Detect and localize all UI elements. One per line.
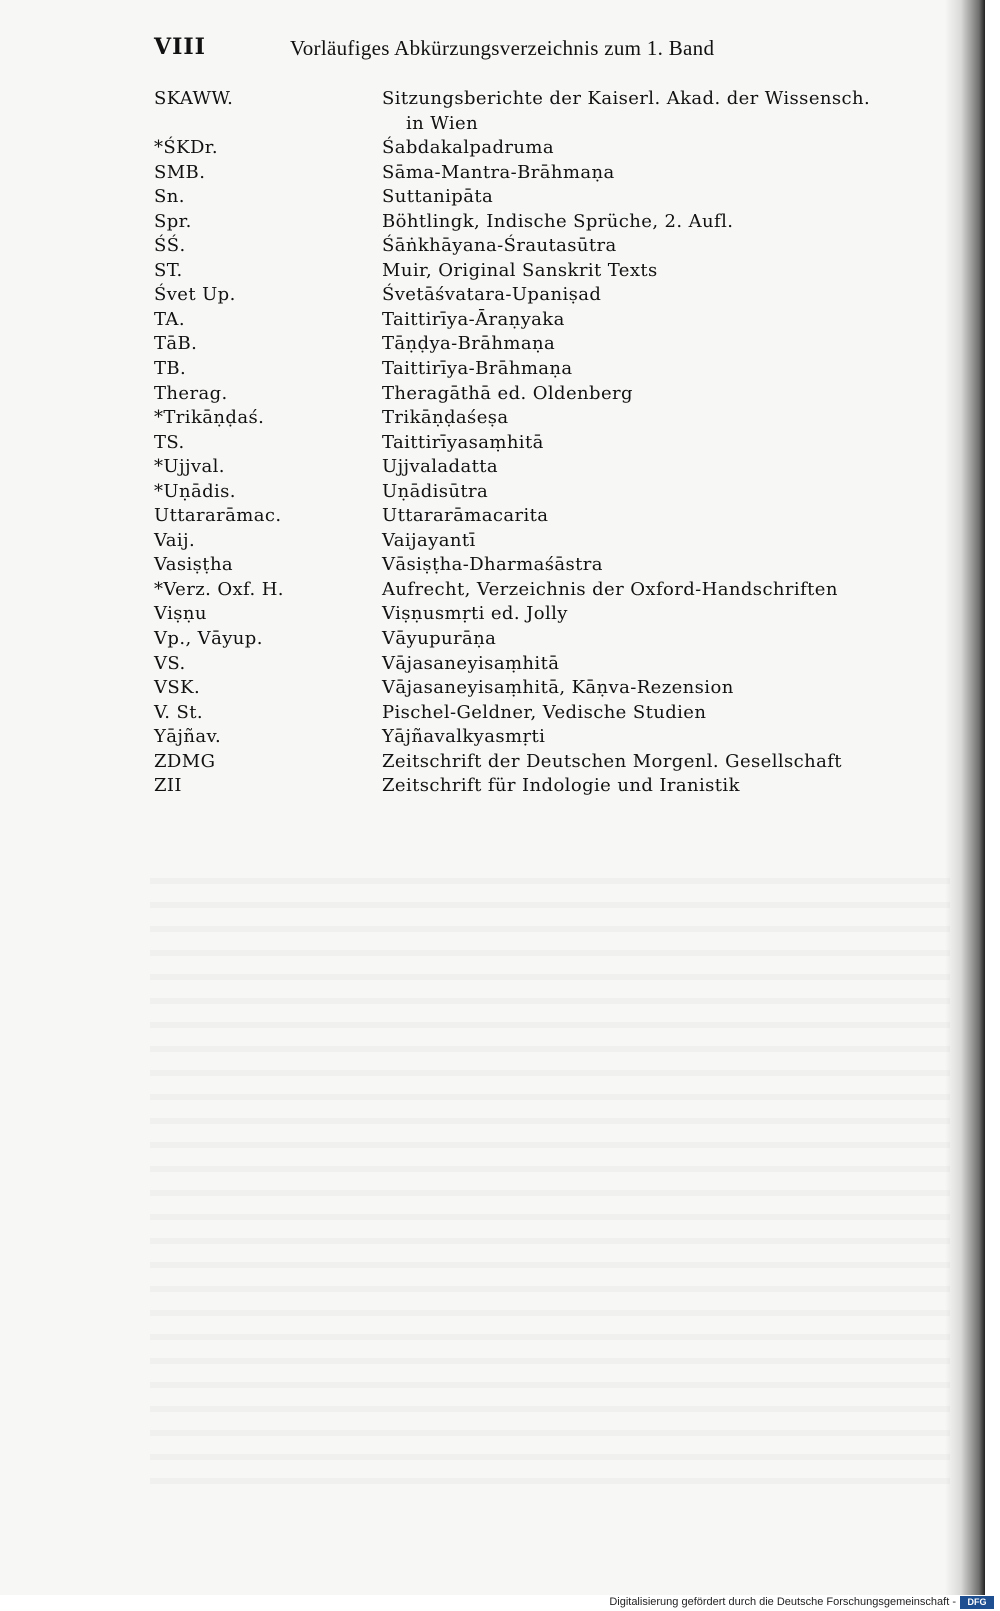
abbreviation-entry [154, 185, 924, 210]
abbreviation: VS. [154, 652, 186, 674]
abbreviation-entry [154, 406, 924, 431]
expansion: Vaijayantī [382, 529, 476, 551]
abbreviation: TS. [154, 431, 185, 453]
abbreviation-entry [154, 774, 924, 799]
abbreviation: SKAWW. [154, 88, 234, 109]
abbreviation: ŚŚ. [154, 235, 186, 257]
expansion: Vājasaneyisaṃhitā [382, 652, 560, 674]
abbreviation: ZDMG [154, 750, 216, 772]
expansion: Muir, Original Sanskrit Texts [382, 259, 658, 281]
expansion: Zeitschrift für Indologie und Iranistik [382, 775, 740, 797]
abbreviation-entry [154, 602, 924, 627]
digitization-footer [0, 1595, 1000, 1611]
abbreviation-entry [154, 210, 924, 235]
expansion: Zeitschrift der Deutschen Morgenl. Gesellschaft [382, 750, 842, 772]
expansion: Uṇādisūtra [382, 480, 489, 502]
abbreviation: Śvet Up. [154, 284, 236, 306]
abbreviation-list [154, 87, 924, 799]
expansion: Viṣṇusmṛti ed. Jolly [382, 603, 568, 625]
expansion: Tāṇḍya-Brāhmaṇa [382, 333, 556, 355]
abbreviation-entry [154, 259, 924, 284]
abbreviation: Vasiṣṭha [154, 554, 234, 576]
abbreviation: Spr. [154, 210, 192, 232]
abbreviation-entry [154, 136, 924, 161]
abbreviation: *Uṇādis. [154, 480, 236, 502]
abbreviation: V. St. [154, 701, 203, 723]
expansion: Taittirīya-Brāhmaṇa [382, 358, 573, 380]
expansion: Uttararāmacarita [382, 505, 549, 527]
expansion: Suttanipāta [382, 186, 494, 208]
abbreviation-entry [154, 701, 924, 726]
page-number: VIII [154, 34, 206, 60]
abbreviation: *ŚKDr. [154, 137, 218, 159]
expansion: Pischel-Geldner, Vedische Studien [382, 701, 707, 723]
abbreviation: *Trikāṇḍaś. [154, 407, 265, 429]
abbreviation-entry [154, 332, 924, 357]
expansion: Ujjvaladatta [382, 456, 498, 478]
expansion [382, 87, 870, 136]
abbreviation-entry [154, 455, 924, 480]
abbreviation-entry [154, 529, 924, 554]
abbreviation: Sn. [154, 186, 185, 208]
abbreviation: *Verz. Oxf. H. [154, 578, 284, 600]
dfg-logo: DFG [960, 1596, 994, 1609]
abbreviation-entry [154, 480, 924, 505]
abbreviation-entry [154, 234, 924, 259]
expansion: Theragāthā ed. Oldenberg [382, 382, 633, 404]
abbreviation-entry [154, 283, 924, 308]
abbreviation: ST. [154, 259, 183, 281]
abbreviation: Viṣṇu [154, 603, 207, 625]
expansion: Trikāṇḍaśeṣa [382, 407, 509, 429]
abbreviation: TB. [154, 358, 187, 380]
abbreviation-entry [154, 750, 924, 775]
expansion-continuation: in Wien [406, 112, 479, 134]
expansion: Śāṅkhāyana-Śrautasūtra [382, 235, 617, 257]
expansion: Aufrecht, Verzeichnis der Oxford-Handschriften [382, 578, 838, 600]
abbreviation: *Ujjval. [154, 456, 225, 478]
abbreviation-entry [154, 627, 924, 652]
abbreviation-entry [154, 382, 924, 407]
expansion: Vāyupurāṇa [382, 628, 497, 650]
funding-note: Digitalisierung gefördert durch die Deutsche Forschungsgemeinschaft - [609, 1596, 956, 1608]
show-through-texture [150, 860, 950, 1500]
expansion: Śabdakalpadruma [382, 137, 555, 159]
abbreviation-entry [154, 652, 924, 677]
expansion-text: Sitzungsberichte der Kaiserl. Akad. der Wissensch. [382, 88, 871, 109]
abbreviation-entry [154, 161, 924, 186]
abbreviation: Uttararāmac. [154, 505, 282, 527]
abbreviation: Yājñav. [154, 726, 222, 748]
abbreviation-entry [154, 431, 924, 456]
abbreviation-entry [154, 308, 924, 333]
expansion: Vājasaneyisaṃhitā, Kāṇva-Rezension [382, 677, 734, 699]
expansion: Böhtlingk, Indische Sprüche, 2. Aufl. [382, 210, 734, 232]
abbreviation-entry [154, 504, 924, 529]
running-title: Vorläufiges Abkürzungsverzeichnis zum 1. Band [290, 36, 715, 60]
abbreviation-entry [154, 87, 924, 136]
book-gutter-shadow [945, 0, 985, 1595]
expansion: Taittirīyasaṃhitā [382, 431, 544, 453]
expansion: Śvetāśvatara-Upaniṣad [382, 284, 602, 306]
abbreviation: Therag. [154, 382, 228, 404]
abbreviation: Vp., Vāyup. [154, 628, 263, 650]
expansion: Yājñavalkyasmṛti [382, 726, 546, 748]
expansion: Vāsiṣṭha-Dharmaśāstra [382, 554, 603, 576]
expansion: Taittirīya-Āraṇyaka [382, 308, 565, 330]
abbreviation: TāB. [154, 333, 198, 355]
abbreviation: ZII [154, 775, 182, 797]
abbreviation: TA. [154, 308, 185, 330]
abbreviation-entry [154, 676, 924, 701]
abbreviation-entry [154, 578, 924, 603]
abbreviation-entry [154, 725, 924, 750]
page-header [154, 34, 794, 64]
abbreviation-entry [154, 357, 924, 382]
abbreviation-entry [154, 553, 924, 578]
abbreviation: Vaij. [154, 529, 196, 551]
abbreviation: SMB. [154, 161, 206, 183]
abbreviation: VSK. [154, 677, 201, 699]
expansion: Sāma-Mantra-Brāhmaṇa [382, 161, 615, 183]
